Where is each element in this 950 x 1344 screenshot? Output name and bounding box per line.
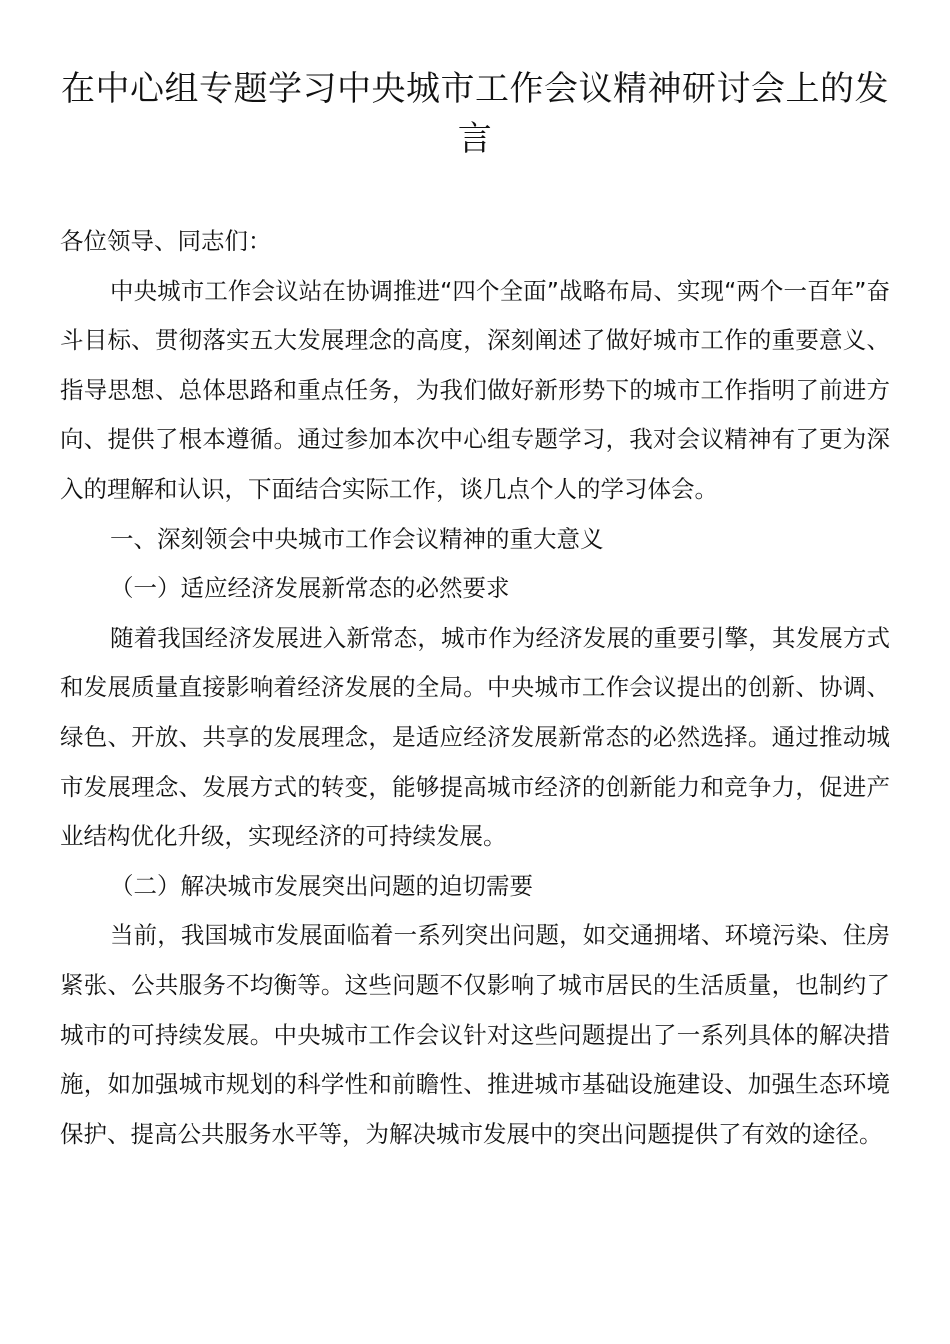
greeting: 各位领导、同志们： xyxy=(60,227,272,255)
intro-paragraph: 中央城市工作会议站在协调推进“四个全面”战略布局、实现“两个一百年”奋斗目标、贯彻落实五大发展理念的高度，深刻阐述了做好城市工作的重要意义、指导思想、总体思路和重点任务，为我们做好新形势下的城市工作指明了前进方向、提供了根本遵循。通过参加本次中心组专题学习，我对会议精神有了更为深入的理解和认识，下面结合实际工作，谈几点个人的学习体会。 xyxy=(60,276,890,503)
document-body xyxy=(60,217,890,1159)
section-heading-1: 一、深刻领会中央城市工作会议精神的重大意义 xyxy=(110,524,604,553)
subsection-heading-1: （一）适应经济发展新常态的必然要求 xyxy=(110,574,510,603)
body-paragraph: 当前，我国城市发展面临着一系列突出问题，如交通拥堵、环境污染、住房紧张、公共服务不均衡等。这些问题不仅影响了城市居民的生活质量，也制约了城市的可持续发展。中央城市工作会议针对这些问题提出了一系列具体的解决措施，如加强城市规划的科学性和前瞻性、推进城市基础设施建设、加强生态环境保护、提高公共服务水平等，为解决城市发展中的突出问题提供了有效的途径。 xyxy=(60,921,890,1148)
document-title: 在中心组专题学习中央城市工作会议精神研讨会上的发言 xyxy=(61,69,889,159)
subsection-heading-2: （二）解决城市发展突出问题的迫切需要 xyxy=(110,871,533,900)
body-paragraph: 随着我国经济发展进入新常态，城市作为经济发展的重要引擎，其发展方式和发展质量直接影响着经济发展的全局。中央城市工作会议提出的创新、协调、绿色、开放、共享的发展理念，是适应经济发展新常态的必然选择。通过推动城市发展理念、发展方式的转变，能够提高城市经济的创新能力和竞争力，促进产业结构优化升级，实现经济的可持续发展。 xyxy=(60,623,890,851)
